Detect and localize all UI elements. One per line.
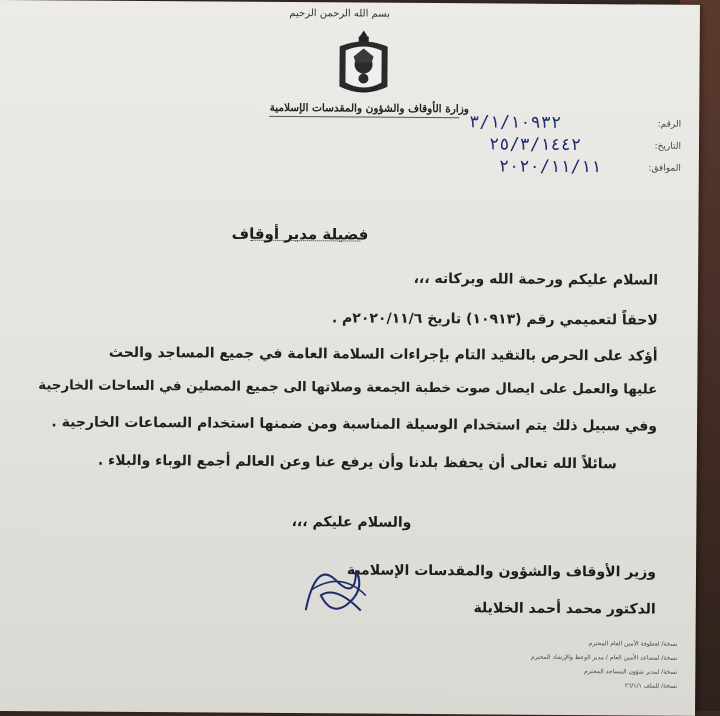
ref-corresponding-label: الموافق:: [648, 163, 681, 174]
prayer-line: سائلاً الله تعالى أن يحفظ بلدنا وأن يرفع عنا وعن العالم أجمع الوباء والبلاء .: [97, 452, 617, 473]
ministry-name: وزارة الأوقاف والشؤون والمقدسات الإسلامية: [269, 101, 469, 116]
coat-of-arms-icon: [331, 26, 396, 100]
ref-date-value: ٢٥/٣/١٤٤٢: [488, 134, 582, 156]
cc-line: نسخة/ لمساعد الأمين العام / مدير الوعظ والإرشاد المحترم: [530, 653, 678, 662]
cc-line: نسخة/ لمدير شؤون المساجد المحترم: [584, 668, 678, 676]
basmala: بسم الله الرحمن الرحيم: [289, 8, 390, 20]
ref-number-label: الرقم:: [657, 119, 682, 130]
greeting: السلام عليكم ورحمة الله وبركاته ،،،: [413, 270, 659, 289]
ref-corresponding-value: ٢٠٢٠/١١/١١: [498, 156, 602, 178]
signatory-name: الدكتور محمد أحمد الخلايلة: [473, 600, 656, 618]
ref-date-label: التاريخ:: [654, 141, 682, 152]
ref-number-value: ٣/١/١٠٩٣٢: [469, 112, 562, 133]
addressee: فضيلة مدير أوقاف: [231, 224, 369, 244]
reference-block: [459, 112, 699, 180]
paragraph-line: أؤكد على الحرص بالتقيد التام بإجراءات السلامة العامة في جميع المساجد والحث: [108, 344, 658, 365]
cc-line: نسخة/ للملف ٢٦/١/١: [624, 682, 678, 690]
signatory-title: وزير الأوقاف والشؤون والمقدسات الإسلامية: [346, 562, 657, 581]
header-divider: [269, 116, 459, 118]
paragraph-line: وفي سبيل ذلك يتم استخدام الوسيلة المناسبة ومن ضمنها استخدام السماعات الخارجية .: [51, 414, 658, 435]
closing-greeting: والسلام عليكم ،،،: [291, 514, 412, 531]
handwritten-signature: [296, 550, 377, 631]
paragraph-reference: لاحقاً لتعميمي رقم (١٠٩١٣) تاريخ ٢٠٢٠/١١/٦م .: [331, 310, 658, 329]
paragraph-line: عليها والعمل على ايصال صوت خطبة الجمعة وصلاتها الى جميع المصلين في الساحات الخارجية: [38, 378, 658, 398]
cc-line: نسخة/ لعطوفة الأمين العام المحترم: [588, 640, 678, 648]
